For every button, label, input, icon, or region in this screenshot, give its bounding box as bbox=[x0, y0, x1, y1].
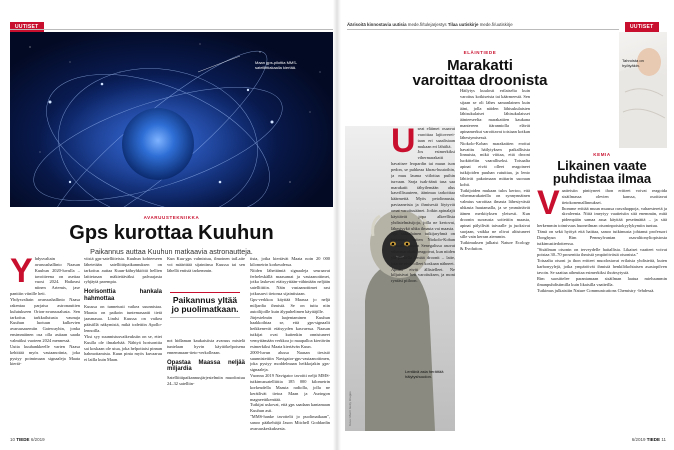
body-text: Toisaalta otsoni ja ihon eritteet muodostavat erilaisia yhdisteitä, kuten karbonyylejä, jotka ympäröivät ihmistä henkilökohtaisen asastopilven tavoin. Se saattaa aiheuttaa esimerkiksi ihoärsytystä. bbox=[537, 258, 667, 276]
photo-credit: Kuva: Marc/ Getty Images bbox=[348, 391, 352, 426]
intro-text: seat eläimet osaavat varoittaa lajitoverei- taan eri saaalistaan mukaan eri lähtiltä. bbox=[417, 126, 455, 149]
body-text: Satelliittipaikannusjärjestelmiin muodostuu 24–32 satelliin- bbox=[167, 374, 245, 386]
article-headline-line1: Marakatti bbox=[447, 57, 513, 74]
section-tab: UUTISET bbox=[10, 22, 44, 32]
likainen-column bbox=[537, 188, 667, 434]
header-note bbox=[347, 22, 513, 27]
body-text: Järjestelmän laajentaminen Kuuhun haakkoihtaa se, että gps-signaalit heikkenevät etäisyyden kasvaessa. Naasan tutkijat ovat kuitenkin onnistuneet vemyttämään verkkoa jo maapalloa kiertävän esimerkiksi Maata kiertävän Kuun. bbox=[250, 314, 330, 349]
page-number: 11 bbox=[661, 437, 666, 442]
header-note-prefix: Äärisoitä kinnostavia uutisia bbox=[347, 22, 407, 27]
article-deck: Paikannus auttaa Kuuhun matkaavia astronautteja. bbox=[90, 247, 253, 256]
fabric-stain-illustration bbox=[619, 32, 667, 148]
article-headline-line2: puhdistaa ilmaa bbox=[552, 171, 652, 186]
header-note-link[interactable]: mede.fi/tulejarjestys bbox=[407, 22, 447, 27]
article-kicker: ELÄINTIEDE bbox=[463, 50, 497, 55]
article-headline-line2: varoittaa droonista bbox=[412, 72, 548, 89]
subheading: Horisonttia hankala hahmottaa bbox=[84, 289, 162, 302]
article-header bbox=[10, 215, 333, 256]
article-column-2 bbox=[84, 256, 162, 434]
photo-caption: Lentävä asia herättää häiytyshuudon. bbox=[405, 369, 444, 379]
body-text: Tutkijoiden mukaan tulos kertoo, että vihermarakateilla on synnynnäinen valmius varoittaa ilmasta lähestyvästä uhkasta huutamalla, ja se ymmärtävät äänen merkityksen yleisesti. Kun droonin surrausta soitettiin maasta, apinat pälyilivät taivaalle ja juoksivat suojaan, vaikka ne olivat altistuneet sille vain kerran aiemmin. bbox=[460, 187, 530, 240]
header-rule bbox=[347, 29, 619, 30]
article-column-1 bbox=[10, 256, 80, 434]
spine-shadow bbox=[333, 0, 341, 450]
page-footer bbox=[10, 437, 45, 442]
header-note-link[interactable]: mede.fi/uutiskirje bbox=[479, 22, 513, 27]
article-header bbox=[537, 152, 667, 185]
header-rule bbox=[10, 29, 333, 30]
body-text: tista, jotka kiertävät Maata noin 20 000 kilometrin korkeudessa. bbox=[250, 256, 330, 267]
earth-satellite-image bbox=[10, 32, 333, 207]
issue-number: 6/2019 bbox=[631, 437, 646, 442]
body-text: Rim suosittelee parantamaan sisäilman laatua mieluummin ilmanpuhdistimilla kuin likaisilla vaatteilla. bbox=[537, 275, 667, 287]
article-header bbox=[347, 50, 613, 88]
body-text: 2000-luvun alussa Naasan tiesistö suunnistettiin Navigator-gps-vastaanottimen, joka pystyy moddelmaan heikkojakin gps-signaaleja. bbox=[250, 349, 330, 373]
dropcap: Y bbox=[10, 256, 33, 290]
body-text: Yksi syy suunnistusvaikeuksiin on se, ettei Kuulla ole ilmakehää. Nähtyä horisonttia sai koskaan ole utua, joka helpottaisi pinnan hahmottamista. Kuun pinta myös kuvaaruu ei lailla kuin Maan. bbox=[84, 333, 162, 363]
body-text: Gps-verkkoa käyttää Maassa jo neljä miljardia ihmistä. Se on tuttu niin autoilijoille kuin älypuhelimen käyttäjille. bbox=[250, 297, 330, 314]
dropcap: U bbox=[391, 126, 416, 160]
body-text: Kun Kuu-gps valmistuu, ilmoinen taiLaite voi määrittää sijaintinsa Kuussa tai sen lähellä entistä tarkemmin. bbox=[167, 256, 245, 273]
issue-number: 6/2019 bbox=[30, 437, 45, 442]
pull-quote: Paikannus yltää jo puolimatkaan. bbox=[170, 292, 240, 318]
body-text: Tutkijat uskovat, että gps saadaan kantamaan Kuuhun asti. bbox=[250, 402, 330, 414]
earth-orbit-illustration bbox=[10, 32, 333, 207]
body-text: Niokolo-Koban marakattien erottui havaittu häilytyksen paikallisista linnuista, mikä viittaa, että drooni luokitteliin vaaralliseksi. Toisaalta apinat eivät olleet reagoineet tutkijoiden puuhan rutuittaa, ja lento lähtivät pakoimaan mittarin suoraan kohti. bbox=[460, 140, 530, 187]
article-headline: Gps kurottaa Kuuhun bbox=[69, 222, 274, 244]
magazine-name: TIEDE bbox=[646, 437, 661, 442]
subheading: Opastaa Maassa neljää miljardia bbox=[167, 359, 245, 373]
hero-caption: Maan gps-pilottia MMS-satelliittiakaalla kiertää. bbox=[255, 60, 298, 70]
marakatti-column-1 bbox=[391, 126, 455, 426]
body-text: Kuussa on tunnetusti vaikea suunnistaa. Maasta on paikoin tuntemasaatti tietä jaasmasaa. Lindsi Kuussa on vaikea pääsiillä näkymistä, mikä todettiin Apollo-lennoilla. bbox=[84, 304, 162, 333]
header-note-bold: Tilaa uutiskirje bbox=[447, 22, 479, 27]
body-text: Ihomme erittää muun muassa rasvahappoja, vahaesteretä ja skvaleenia. Niitä imeytyy vaatteisiin sitä enemmän, mitä pidempään samaa asua käyttää peseämättä – ja sitä herkemmin toimivuus huoneilman otsoninpoistokyylykymiin tuntuu. bbox=[537, 205, 667, 229]
body-text: Apinat eivät ällistelleet. Ne kiljaisivat heti varoituksen, ja moni ryntäsi piiloon. bbox=[391, 266, 455, 284]
body-text: "MMS-hanke tavottelit jo puolimatkaan", sanoo pääkehtäjä Jason Mitchell Goddardin avaruuskeskuksesta. bbox=[250, 414, 330, 431]
article-column-3-bottom bbox=[167, 338, 245, 434]
magazine-name: TIEDE bbox=[16, 437, 30, 442]
article-column-4 bbox=[250, 256, 330, 434]
article-kicker: KEMIA bbox=[593, 152, 611, 157]
photo-caption: Tahroista on hyötyäkin. bbox=[622, 58, 644, 68]
page-footer bbox=[632, 437, 666, 442]
body-text: Yhdysvaltain avaruushallinto Naasa rakentaa parjaisa astronauttien kulutukseen Orion-avaruusalusta. Sen tarkoitus tarkkailutusta vaunuja Kuuhun luotuun kulkevien avaruusasemiin Gatewayhin, jonka ensimmäinen osa olla astiaan saada valmiiksi vuoteen 2024 mennessä. bbox=[10, 297, 80, 344]
section-tab: UUTISET bbox=[625, 22, 659, 32]
article-kicker: AVARUUSTEKNIIKKA bbox=[143, 215, 200, 220]
body-text: not hidlaman kaukaisiista avaruus mistelä tuntelaan hyvin käyttökelpoisena ennemmaan-tieto-verkolleaan. bbox=[167, 338, 245, 355]
body-text: Tutkimus julkaistiin Nature Communications Chemistry -lehdessä. bbox=[537, 287, 655, 293]
page-number: 10 bbox=[10, 437, 16, 442]
body-text: viistä gps-satelliiteista. Kuuhun kohteeseen lähetetään satelliittipaikannuksen on tarkoitus auttaa Kuun-kähryhkiöitä hellien laittetasan mäkiettäväksi palvaajasta ryhjäytä parempia. bbox=[84, 256, 162, 285]
dropcap: V bbox=[537, 188, 560, 222]
body-text: Vuonna 2019 Navigator tavoitti neljä MMS-tutkimussatelliittia 185 000 kilometrin korkeudella Maasta radiolla, jolla ne kerätlivät tietoa Maan ja Auringon magneettikenttää. bbox=[250, 373, 330, 402]
body-text: Nyt saksalainen tutkijaryhmä on testannut, miten Niokolo-Koban kansallispuiston Senegalissa asuvat vihermarakatit reagoivat, kun niiden ylä-puolella lentää droonit – laite, jota ne eivät olleet koskaan nähneet. bbox=[391, 231, 455, 266]
intro-text: hdysvaltain avaruushallinto Naasan Kuuhun 2020-luvulla – tavoitteena on asettaa vuosi 2024. Haikeasi niinen Artemis, jase panttiin viinille heti. bbox=[10, 256, 80, 297]
body-text: Uutta kuuhankkeelle varten Naasa kehittää myös vastaanotinta, joka pystyy poimimaan signaaleja Maata kiertä- bbox=[10, 343, 80, 367]
body-text: "Sisäilman otsonin on terveydelle haitallista. Likaiset vaatteet voivat poistaa 30–70 prosenttia ihmistä ympäröivästä otsonista." bbox=[537, 246, 667, 258]
fabric-photo bbox=[619, 32, 667, 148]
marakatti-column-2 bbox=[460, 88, 530, 428]
body-text: Jos esimerkiksi vihermarakatti havaitsee leopardin tai muun ison pedon, se puhkeaa khrau-huutoihin, ja muu lauma viilottaa puihin turvaan. Sarja tsak-äänä tasa saa marakatit tähyilemään alus kasvillisuuteen, äänimaa tarkoittaa käärmettä. Myös petolinnusta, paviaaneista ja ihmisestä löytyvät omat varoitusäänet. Jotkin apinalajit käyttävät jopa alkeellista yhdistelmäsijoja, jolla ne kertovat, lähestyykö uhka ilmasta vai maasta. bbox=[391, 149, 455, 231]
body-text: Häilytys kuulosti erilaiselta kuin varoitus kotkisetsta tai käärmeestä. Sen sijaan se oli lähes samanlainen kuin ääni, jolla näiden lähisukulaisten lähisukulaiset lähisukulaisset äänteeseelta: marakattien kaukana mantereen itäranniolla elävät apinamerkut varoittavat toisiaan kotkan lähestymisessä. bbox=[460, 88, 530, 140]
body-text: Tämä on sekä hyötyä että haittaa, sanoo tutkimusta johtanut professori Donghyun Rim Pennsylvanian osavaltionyliopistosta tutkimustiedotteessa. bbox=[537, 229, 667, 246]
article-headline-line1: Likainen vaate bbox=[557, 158, 647, 173]
body-text: Niiden lähettämiä signaaleja seuraavat ferheleskällä maasamat ja vastaanottimet, jotka laskevat etäisyyttään-vähintään neljään satelliittiin. Näin vastaanottimet rast jotkusarvi tietonsa sijaintistaan. bbox=[250, 267, 330, 297]
intro-text: aatteisiin pinttyneet ihon eritteet voivat reagoida sisäilmassa olevien kanssa, osoittavat tietokonemallinnukset. bbox=[561, 188, 667, 205]
body-text: Tutkimuksen julkaisi Nature Ecology & Evolution. bbox=[460, 240, 530, 252]
